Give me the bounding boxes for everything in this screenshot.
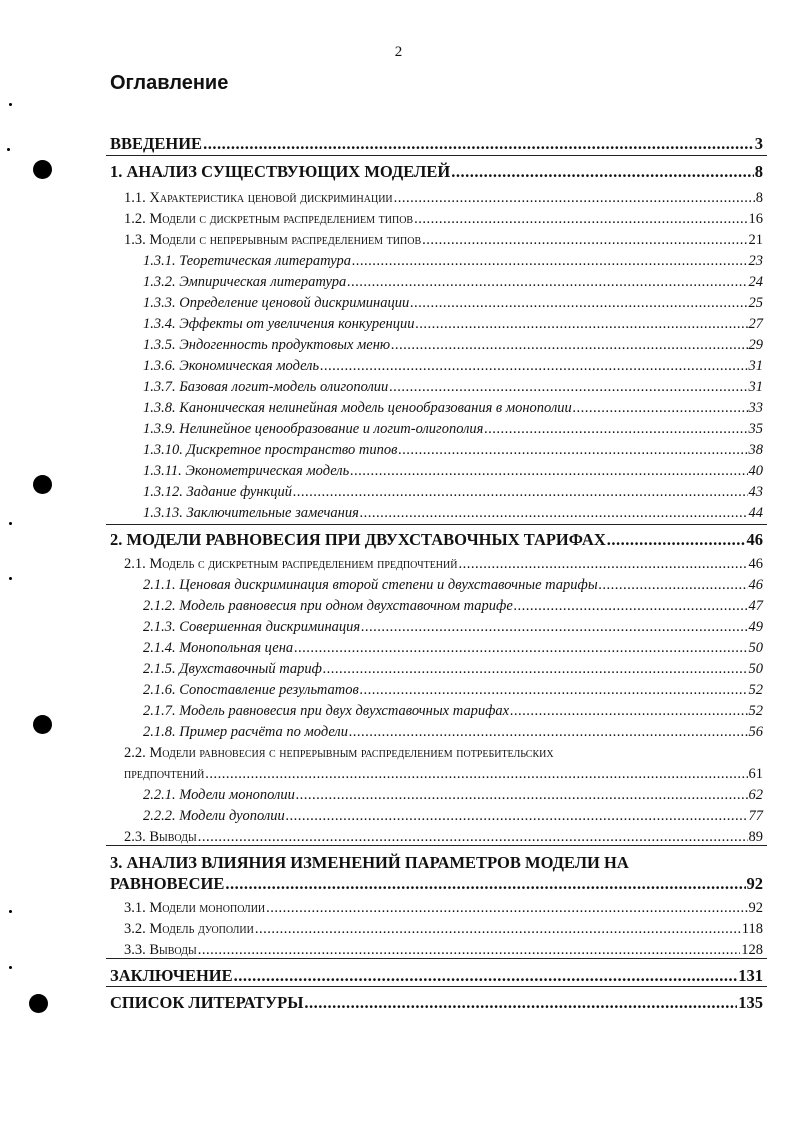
scan-speck <box>9 577 12 580</box>
toc-entry-subsection[interactable]: 1.3.9. Нелинейное ценообразование и логит-олигополия ..... 35 <box>143 421 763 441</box>
scan-speck <box>9 522 12 525</box>
toc-entry-subsection[interactable]: 1.3.8. Каноническая нелинейная модель ценообразования в монополии ..... 33 <box>143 400 763 420</box>
toc-entry-chapter-2[interactable]: 2. МОДЕЛИ РАВНОВЕСИЯ ПРИ ДВУХСТАВОЧНЫХ ТАРИФАХ ..... 46 <box>110 530 763 550</box>
toc-entry-subsection[interactable]: 2.1.5. Двухставочный тариф ..... 50 <box>143 661 763 681</box>
section-divider <box>106 524 767 525</box>
toc-entry-subsection[interactable]: 2.1.6. Сопоставление результатов ..... 52 <box>143 682 763 702</box>
toc-entry-section-2-2-line1[interactable]: 2.2. Модели равновесия с непрерывным распределением потребительских <box>124 745 554 761</box>
page-number: 2 <box>394 44 403 60</box>
toc-entry-introduction[interactable]: ВВЕДЕНИЕ ..... 3 <box>110 134 763 154</box>
toc-entry-section-2-1[interactable]: 2.1. Модель с дискретным распределением предпочтений ..... 46 <box>124 556 763 576</box>
toc-entry-subsection[interactable]: 2.1.4. Монопольная цена ..... 50 <box>143 640 763 660</box>
toc-entry-subsection[interactable]: 2.1.2. Модель равновесия при одном двухставочном тарифе ..... 47 <box>143 598 763 618</box>
page-title: Оглавление <box>110 72 229 94</box>
toc-entry-subsection[interactable]: 2.1.3. Совершенная дискриминация ..... 49 <box>143 619 763 639</box>
section-divider <box>106 845 767 846</box>
punch-hole-mark <box>29 994 48 1013</box>
toc-entry-subsection[interactable]: 1.3.2. Эмпирическая литература ..... 24 <box>143 274 763 294</box>
toc-entry-subsection[interactable]: 2.2.2. Модели дуополии ..... 77 <box>143 808 763 828</box>
toc-entry-section-3-3[interactable]: 3.3. Выводы ..... 128 <box>124 942 763 962</box>
section-divider <box>106 986 767 987</box>
scan-speck <box>9 966 12 969</box>
toc-entry-section-3-2[interactable]: 3.2. Модель дуополии ..... 118 <box>124 921 763 941</box>
scan-speck <box>9 103 12 106</box>
scan-speck <box>9 910 12 913</box>
toc-entry-subsection[interactable]: 1.3.1. Теоретическая литература ..... 23 <box>143 253 763 273</box>
toc-entry-subsection[interactable]: 1.3.4. Эффекты от увеличения конкуренции ..... 27 <box>143 316 763 336</box>
toc-entry-section-3-1[interactable]: 3.1. Модели монополии ..... 92 <box>124 900 763 920</box>
toc-entry-subsection[interactable]: 1.3.5. Эндогенность продуктовых меню ..... 29 <box>143 337 763 357</box>
toc-entry-section-1-1[interactable]: 1.1. Характеристика ценовой дискриминации ..... 8 <box>124 190 763 210</box>
toc-entry-section-1-2[interactable]: 1.2. Модели с дискретным распределением типов ..... 16 <box>124 211 763 231</box>
toc-entry-section-2-2[interactable]: предпочтений ..... 61 <box>124 766 763 786</box>
toc-entry-chapter-3-line1[interactable]: 3. АНАЛИЗ ВЛИЯНИЯ ИЗМЕНЕНИЙ ПАРАМЕТРОВ МОДЕЛИ НА <box>110 853 629 872</box>
punch-hole-mark <box>33 475 52 494</box>
toc-entry-subsection[interactable]: 1.3.10. Дискретное пространство типов ..... 38 <box>143 442 763 462</box>
toc-entry-subsection[interactable]: 1.3.3. Определение ценовой дискриминации ..... 25 <box>143 295 763 315</box>
toc-entry-subsection[interactable]: 1.3.11. Эконометрическая модель ..... 40 <box>143 463 763 483</box>
toc-entry-chapter-3[interactable]: РАВНОВЕСИЕ ..... 92 <box>110 874 763 894</box>
toc-entry-subsection[interactable]: 2.1.7. Модель равновесия при двух двухставочных тарифах ..... 52 <box>143 703 763 723</box>
toc-entry-section-2-3[interactable]: 2.3. Выводы ..... 89 <box>124 829 763 849</box>
punch-hole-mark <box>33 160 52 179</box>
toc-entry-subsection[interactable]: 1.3.6. Экономическая модель ..... 31 <box>143 358 763 378</box>
toc-entry-subsection[interactable]: 1.3.12. Задание функций ..... 43 <box>143 484 763 504</box>
toc-entry-subsection[interactable]: 2.2.1. Модели монополии ..... 62 <box>143 787 763 807</box>
toc-entry-subsection[interactable]: 2.1.1. Ценовая дискриминация второй степени и двухставочные тарифы ..... 46 <box>143 577 763 597</box>
toc-entry-chapter-1[interactable]: 1. АНАЛИЗ СУЩЕСТВУЮЩИХ МОДЕЛЕЙ ..... 8 <box>110 162 763 182</box>
toc-entry-conclusion[interactable]: ЗАКЛЮЧЕНИЕ ..... 131 <box>110 966 763 986</box>
toc-entry-section-1-3[interactable]: 1.3. Модели с непрерывным распределением типов ..... 21 <box>124 232 763 252</box>
section-divider <box>106 958 767 959</box>
section-divider <box>106 155 767 156</box>
scan-speck <box>7 148 10 151</box>
punch-hole-mark <box>33 715 52 734</box>
toc-entry-subsection[interactable]: 1.3.7. Базовая логит-модель олигополии ..... 31 <box>143 379 763 399</box>
toc-entry-subsection[interactable]: 2.1.8. Пример расчёта по модели ..... 56 <box>143 724 763 744</box>
toc-entry-references[interactable]: СПИСОК ЛИТЕРАТУРЫ ..... 135 <box>110 993 763 1013</box>
toc-entry-subsection[interactable]: 1.3.13. Заключительные замечания ..... 44 <box>143 505 763 525</box>
